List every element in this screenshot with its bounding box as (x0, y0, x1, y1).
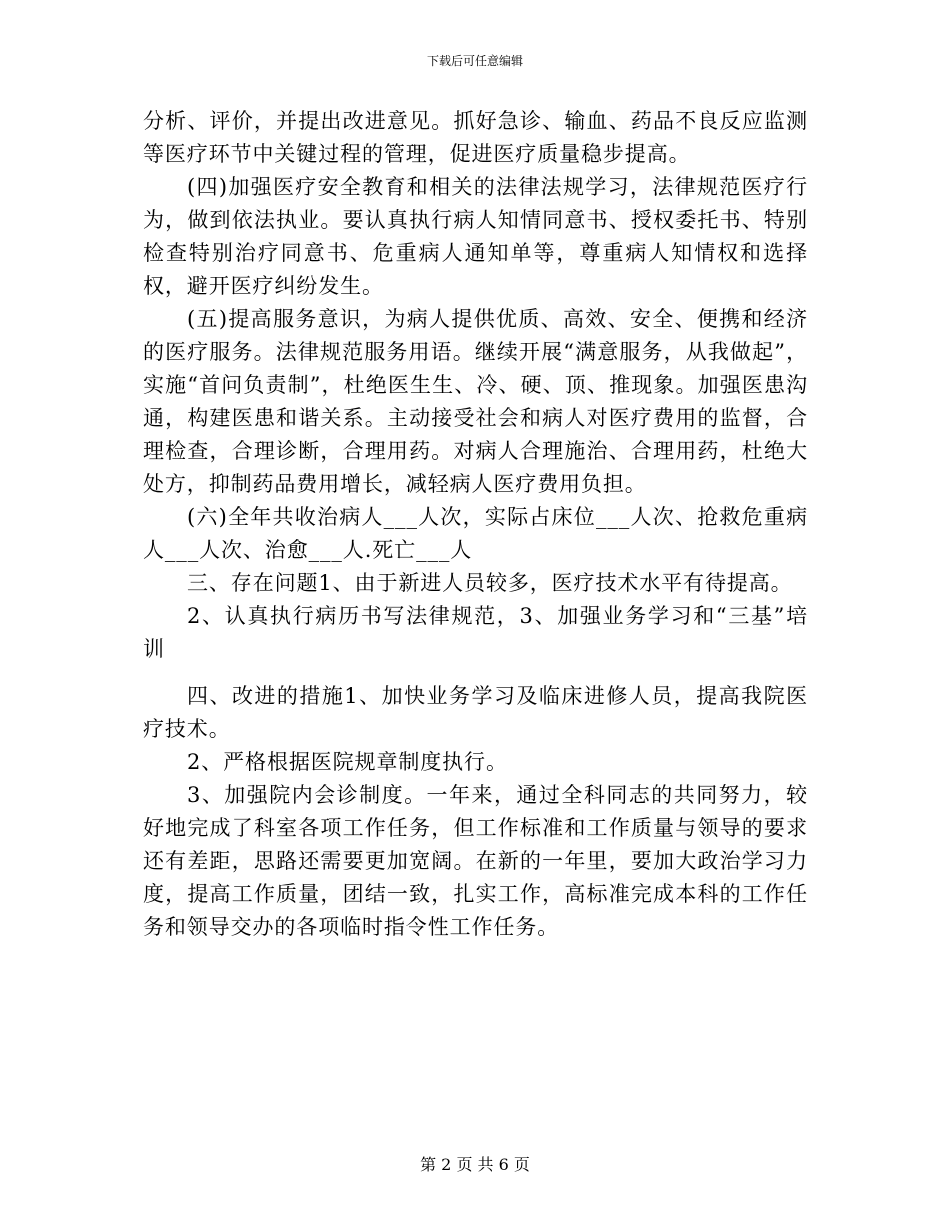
page-header: 下载后可任意编辑 (426, 54, 523, 68)
paragraph-problems-2: 2、认真执行病历书写法律规范，3、加强业务学习和“三基”培训 (143, 604, 808, 661)
paragraph-continuation: 分析、评价，并提出改进意见。抓好急诊、输血、药品不良反应监测等医疗环节中关键过程的管理，促进医疗质量稳步提高。 (143, 109, 808, 166)
paragraph-measures-3: 3、加强院内会诊制度。一年来，通过全科同志的共同努力，较好地完成了科室各项工作任务，但工作标准和工作质量与领导的要求还有差距，思路还需要更加宽阔。在新的一年里，要加大政治学习力度，提高工作质量，团结一致，扎实工作，高标准完成本科的工作任务和领导交办的各项临时指令性工作任务。 (143, 783, 808, 939)
paragraph-section-5: (五)提高服务意识，为病人提供优质、高效、安全、便携和经济的医疗服务。法律规范服务用语。继续开展“满意服务，从我做起”，实施“首问负责制”，杜绝医生生、冷、硬、顶、推现象。加强医患沟通，构建医患和谐关系。主动接受社会和病人对医疗费用的监督，合理检查，合理诊断，合理用药。对病人合理施治、合理用药，杜绝大处方，抑制药品费用增长，减轻病人医疗费用负担。 (143, 307, 808, 496)
page-number: 第 2 页 共 6 页 (420, 1155, 530, 1174)
document-body (143, 105, 808, 944)
paragraph-problems: 三、存在问题1、由于新进人员较多，医疗技术水平有待提高。 (187, 571, 793, 595)
paragraph-measures-2: 2、严格根据医院规章制度执行。 (187, 750, 508, 774)
paragraph-measures: 四、改进的措施1、加快业务学习及临床进修人员，提高我院医疗技术。 (143, 684, 808, 741)
paragraph-section-4: (四)加强医疗安全教育和相关的法律法规学习，法律规范医疗行为，做到依法执业。要认真执行病人知情同意书、授权委托书、特别检查特别治疗同意书、危重病人通知单等，尊重病人知情权和选择权，避开医疗纠纷发生。 (143, 175, 808, 298)
paragraph-section-6: (六)全年共收治病人___人次，实际占床位___人次、抢救危重病人___人次、治愈___人.死亡___人 (143, 505, 808, 562)
